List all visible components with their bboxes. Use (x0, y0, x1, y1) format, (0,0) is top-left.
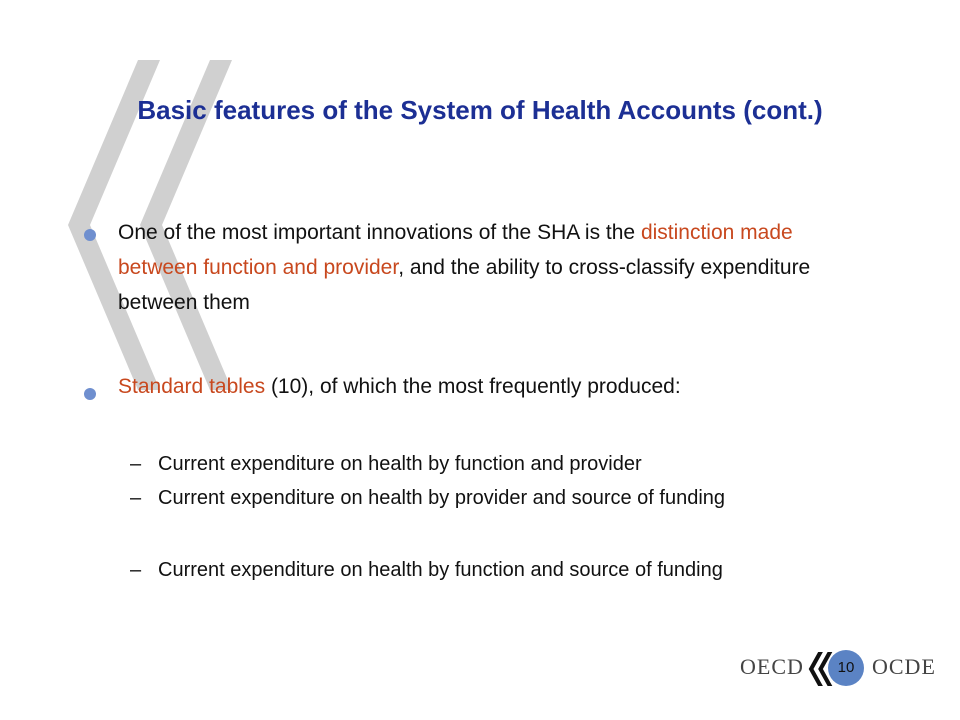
bullet-text-1 (118, 215, 858, 320)
dash-marker: – (130, 559, 142, 581)
bullet-dot-1 (84, 229, 96, 241)
sub-item-text: Current expenditure on health by function and provider (158, 453, 642, 475)
bullet1-highlight: distinction made between function and provider (118, 221, 793, 279)
bullet1-text-end: , and the ability to cross-classify expenditure between them (118, 256, 811, 314)
sub-item-text: Current expenditure on health by function and source of funding (158, 559, 723, 581)
bullet2-highlight: Standard tables (118, 375, 266, 398)
dash-marker: – (130, 453, 142, 475)
sub-item-3 (130, 555, 858, 586)
footer-oecd-text: OECD (740, 654, 804, 679)
page-number-badge: 10 (828, 650, 864, 686)
bullet2-text: (10), of which the most frequently produced: (265, 375, 681, 398)
sub-item-2 (130, 483, 858, 514)
bullet-dot-2 (84, 388, 96, 400)
bullet1-text-start: One of the most important innovations of the SHA is the (118, 221, 641, 244)
slide-title: Basic features of the System of Health Accounts (cont.) (137, 95, 823, 125)
sub-item-1 (130, 449, 858, 480)
sub-item-text: Current expenditure on health by provider and source of funding (158, 487, 726, 509)
dash-marker: – (130, 487, 142, 509)
bullet-text-2 (118, 369, 858, 404)
oecd-footer-logo (724, 650, 944, 690)
footer-ocde-text: OCDE (872, 654, 936, 679)
